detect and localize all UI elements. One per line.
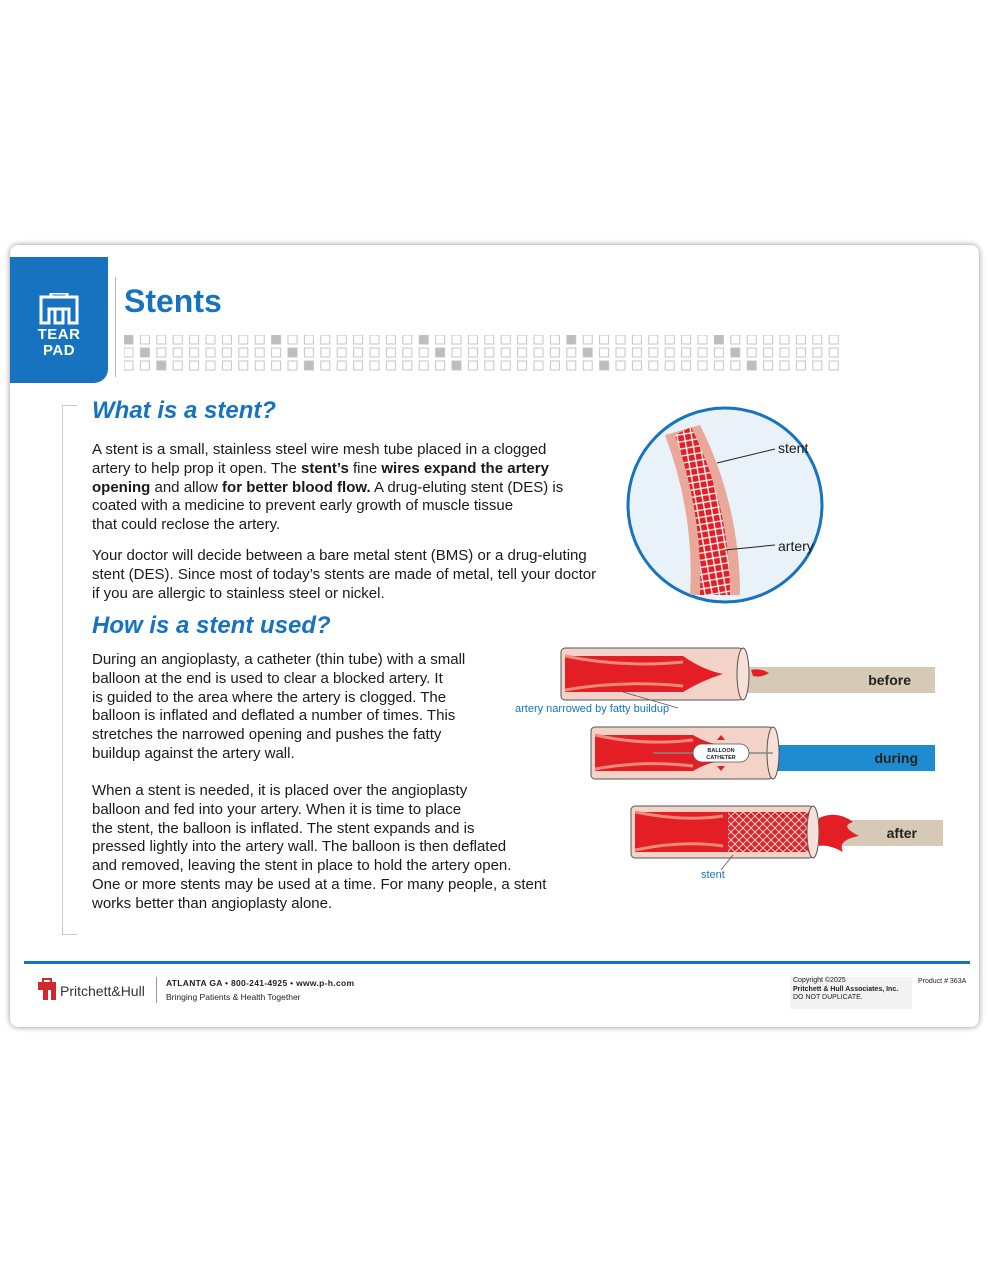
copyright-line-2: Pritchett & Hull Associates, Inc. bbox=[793, 985, 899, 993]
grid-square bbox=[485, 348, 494, 357]
grid-square bbox=[616, 348, 625, 357]
before-step bbox=[515, 648, 935, 715]
grid-square bbox=[780, 335, 789, 344]
grid-square bbox=[583, 348, 592, 357]
grid-square bbox=[468, 361, 477, 370]
grid-square bbox=[682, 361, 691, 370]
grid-square bbox=[239, 361, 248, 370]
after-step bbox=[631, 806, 943, 881]
grid-square bbox=[337, 335, 346, 344]
grid-square bbox=[288, 348, 297, 357]
grid-square bbox=[731, 348, 740, 357]
grid-square bbox=[600, 361, 609, 370]
grid-square bbox=[796, 335, 805, 344]
grid-square bbox=[682, 335, 691, 344]
grid-square bbox=[354, 335, 363, 344]
grid-square bbox=[288, 361, 297, 370]
grid-square bbox=[485, 361, 494, 370]
narrowed-label: artery narrowed by fatty buildup bbox=[515, 703, 670, 715]
copyright-line-1: Copyright ©2025 bbox=[793, 977, 846, 984]
grid-square bbox=[255, 348, 264, 357]
balloon-label-line1: BALLOON bbox=[707, 748, 735, 754]
grid-square bbox=[370, 361, 379, 370]
logo-line-pad: PAD bbox=[42, 342, 76, 359]
grid-square bbox=[534, 335, 543, 344]
grid-square bbox=[501, 335, 510, 344]
grid-square bbox=[698, 361, 707, 370]
grid-square bbox=[550, 335, 559, 344]
section1-paragraph-1-run: A stent is a small, stainless steel wire mesh tube placed in a clogged bbox=[92, 441, 547, 458]
grid-square bbox=[272, 348, 281, 357]
content-bracket bbox=[62, 405, 77, 935]
grid-square bbox=[829, 361, 838, 370]
grid-square bbox=[764, 335, 773, 344]
grid-square bbox=[386, 361, 395, 370]
grid-square bbox=[419, 348, 428, 357]
grid-square bbox=[403, 361, 412, 370]
grid-square bbox=[616, 335, 625, 344]
grid-square bbox=[173, 361, 182, 370]
grid-square bbox=[140, 348, 149, 357]
grid-square bbox=[452, 361, 461, 370]
grid-square bbox=[501, 348, 510, 357]
grid-square bbox=[321, 361, 330, 370]
before-label: before bbox=[868, 672, 911, 688]
grid-square bbox=[157, 361, 166, 370]
grid-square bbox=[452, 348, 461, 357]
grid-square bbox=[780, 348, 789, 357]
grid-square bbox=[764, 361, 773, 370]
section1-paragraph-1-run: stent’s bbox=[301, 459, 349, 477]
grid-square bbox=[518, 361, 527, 370]
tear-pad-logo bbox=[10, 257, 108, 383]
page-title: Stents bbox=[124, 283, 222, 319]
section1-paragraph-2: Your doctor will decide between a bare metal stent (BMS) or a drug-eluting stent (DES). Since most of today’s stents are made of metal, tell your doctor if you are allergic to stainless steel or nickel. bbox=[92, 547, 597, 602]
grid-square bbox=[747, 361, 756, 370]
grid-square bbox=[140, 335, 149, 344]
section2-paragraph-2: When a stent is needed, it is placed over the angioplasty balloon and fed into your artery. When it is time to place the stent, the balloon is inflated. The stent expands and is pressed lightly into the artery wall. The balloon is then deflated and removed, leaving the stent in place to hold the artery open. One or more stents may be used at a time. For many people, a stent works better than angioplasty alone. bbox=[92, 782, 547, 912]
section1-paragraph-1 bbox=[92, 441, 563, 535]
grid-square bbox=[190, 335, 199, 344]
grid-square bbox=[157, 335, 166, 344]
section1-paragraph-1-run: A drug-eluting stent (DES) is coated with a medicine to prevent early growth of muscle tissue that could reclose the artery. bbox=[92, 478, 564, 534]
decorative-dot-grid bbox=[124, 335, 844, 373]
grid-square bbox=[403, 348, 412, 357]
grid-square bbox=[567, 361, 576, 370]
grid-square bbox=[567, 335, 576, 344]
grid-square bbox=[190, 348, 199, 357]
grid-square bbox=[747, 335, 756, 344]
grid-square bbox=[173, 335, 182, 344]
footer-divider bbox=[156, 977, 157, 1003]
grid-square bbox=[452, 335, 461, 344]
section1-paragraph-1-run: for better blood flow. bbox=[222, 478, 371, 496]
pritchett-hull-logo-icon bbox=[36, 978, 58, 1002]
grid-square bbox=[583, 361, 592, 370]
grid-square bbox=[649, 348, 658, 357]
grid-square bbox=[304, 361, 313, 370]
grid-square bbox=[764, 348, 773, 357]
grid-square bbox=[222, 361, 231, 370]
angioplasty-steps-figure bbox=[503, 640, 943, 885]
grid-square bbox=[436, 348, 445, 357]
grid-square bbox=[403, 335, 412, 344]
grid-square bbox=[796, 348, 805, 357]
grid-square bbox=[386, 335, 395, 344]
grid-square bbox=[436, 335, 445, 344]
grid-square bbox=[304, 335, 313, 344]
grid-square bbox=[468, 348, 477, 357]
grid-square bbox=[682, 348, 691, 357]
grid-square bbox=[321, 335, 330, 344]
grid-square bbox=[616, 361, 625, 370]
section2-paragraph-1: During an angioplasty, a catheter (thin tube) with a small balloon at the end is used to clear a blocked artery. It is guided to the area where the artery is clogged. The balloon is inflated and deflated a number of times. This stretches the narrowed opening and pushes the fatty buildup against the artery wall. bbox=[92, 651, 466, 762]
grid-square bbox=[747, 348, 756, 357]
artery-label: artery bbox=[778, 538, 814, 554]
grid-square bbox=[370, 335, 379, 344]
grid-square bbox=[206, 361, 215, 370]
grid-square bbox=[714, 335, 723, 344]
stent-callout-label: stent bbox=[701, 869, 725, 881]
grid-square bbox=[813, 335, 822, 344]
during-label: during bbox=[874, 750, 918, 766]
grid-square bbox=[796, 361, 805, 370]
grid-square bbox=[534, 348, 543, 357]
grid-square bbox=[829, 335, 838, 344]
footer-rule bbox=[24, 961, 970, 964]
grid-square bbox=[518, 348, 527, 357]
stent-in-artery-figure bbox=[625, 405, 825, 605]
during-step bbox=[591, 727, 935, 779]
grid-square bbox=[222, 335, 231, 344]
grid-square bbox=[780, 361, 789, 370]
title-divider bbox=[115, 277, 116, 377]
grid-square bbox=[632, 361, 641, 370]
grid-square bbox=[190, 361, 199, 370]
grid-square bbox=[140, 361, 149, 370]
grid-square bbox=[222, 348, 231, 357]
grid-square bbox=[124, 348, 133, 357]
ph-monogram-icon bbox=[37, 293, 81, 327]
grid-square bbox=[813, 361, 822, 370]
grid-square bbox=[206, 348, 215, 357]
expanded-stent bbox=[728, 812, 808, 852]
grid-square bbox=[370, 348, 379, 357]
grid-square bbox=[518, 335, 527, 344]
grid-square bbox=[600, 348, 609, 357]
grid-square bbox=[731, 361, 740, 370]
grid-square bbox=[550, 361, 559, 370]
grid-square bbox=[157, 348, 166, 357]
grid-square bbox=[632, 348, 641, 357]
copyright-line-3: DO NOT DUPLICATE. bbox=[793, 994, 863, 1001]
grid-square bbox=[124, 335, 133, 344]
product-number: Product # 363A bbox=[918, 978, 967, 985]
grid-square bbox=[468, 335, 477, 344]
grid-square bbox=[239, 348, 248, 357]
section-heading-what: What is a stent? bbox=[92, 397, 277, 424]
grid-square bbox=[288, 335, 297, 344]
section1-paragraph-1-run: artery to help prop it open. The bbox=[92, 459, 297, 477]
grid-square bbox=[419, 361, 428, 370]
section1-paragraph-1-run: and allow bbox=[150, 478, 223, 496]
grid-square bbox=[239, 335, 248, 344]
grid-square bbox=[255, 335, 264, 344]
grid-square bbox=[567, 348, 576, 357]
grid-square bbox=[485, 335, 494, 344]
grid-square bbox=[698, 348, 707, 357]
stent-label: stent bbox=[778, 440, 809, 456]
brand-name: Pritchett&Hull bbox=[60, 983, 145, 999]
grid-square bbox=[649, 361, 658, 370]
grid-square bbox=[813, 348, 822, 357]
logo-line-tear: TEAR bbox=[37, 326, 81, 343]
section1-paragraph-1-run: wires expand the artery bbox=[381, 459, 549, 477]
grid-square bbox=[550, 348, 559, 357]
grid-square bbox=[272, 335, 281, 344]
grid-square bbox=[206, 335, 215, 344]
copyright-box bbox=[790, 977, 912, 1009]
grid-square bbox=[354, 361, 363, 370]
section1-paragraph-1-run: opening bbox=[92, 478, 151, 496]
grid-square bbox=[600, 335, 609, 344]
contact-info: ATLANTA GA • 800-241-4925 • www.p-h.com bbox=[166, 978, 355, 988]
section-heading-how: How is a stent used? bbox=[92, 612, 331, 639]
grid-square bbox=[583, 335, 592, 344]
grid-square bbox=[632, 335, 641, 344]
grid-square bbox=[714, 348, 723, 357]
grid-square bbox=[534, 361, 543, 370]
grid-square bbox=[436, 361, 445, 370]
grid-square bbox=[255, 361, 264, 370]
grid-square bbox=[698, 335, 707, 344]
grid-square bbox=[665, 361, 674, 370]
grid-square bbox=[386, 348, 395, 357]
grid-square bbox=[173, 348, 182, 357]
grid-square bbox=[124, 361, 133, 370]
after-label: after bbox=[886, 825, 917, 841]
logo-caption bbox=[10, 327, 108, 359]
tear-pad-sheet bbox=[10, 245, 979, 1027]
grid-square bbox=[419, 335, 428, 344]
grid-square bbox=[829, 348, 838, 357]
grid-square bbox=[731, 335, 740, 344]
grid-square bbox=[304, 348, 313, 357]
grid-square bbox=[354, 348, 363, 357]
grid-square bbox=[501, 361, 510, 370]
grid-square bbox=[337, 348, 346, 357]
grid-square bbox=[649, 335, 658, 344]
grid-square bbox=[321, 348, 330, 357]
grid-square bbox=[665, 335, 674, 344]
section1-paragraph-1-run: fine bbox=[348, 459, 382, 477]
balloon-label-line2: CATHETER bbox=[706, 755, 736, 761]
grid-square bbox=[272, 361, 281, 370]
grid-square bbox=[337, 361, 346, 370]
tagline: Bringing Patients & Health Together bbox=[166, 992, 301, 1002]
grid-square bbox=[665, 348, 674, 357]
grid-square bbox=[714, 361, 723, 370]
